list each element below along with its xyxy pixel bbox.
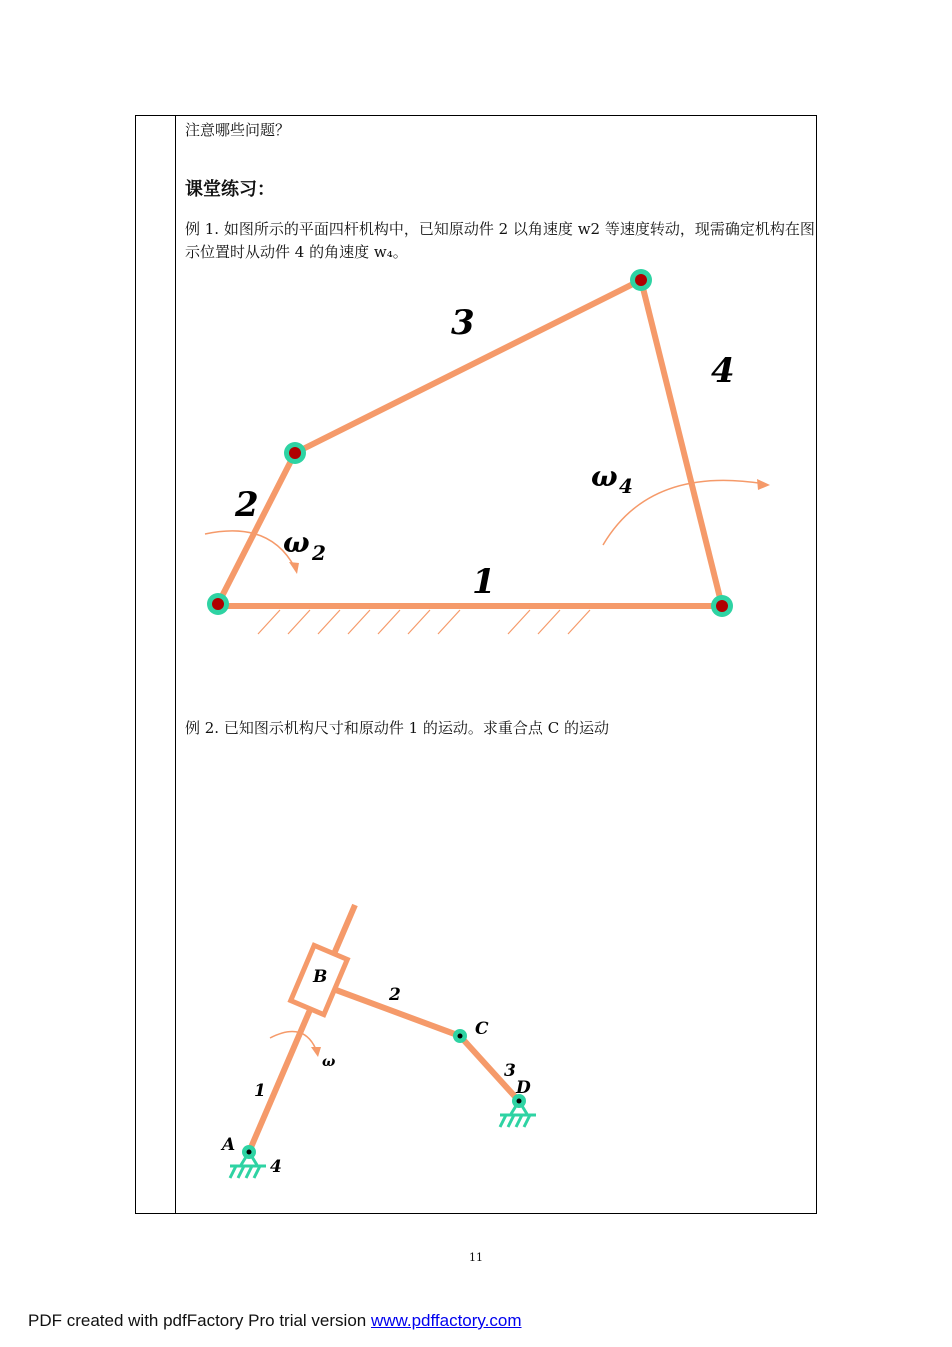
joint-c — [453, 1029, 467, 1043]
label-d: D — [516, 1078, 531, 1098]
label-link-2: 2 — [235, 485, 259, 525]
label-omega4: ω — [591, 460, 618, 493]
label-link-3: 3 — [451, 303, 475, 343]
pdf-footer — [28, 1311, 522, 1331]
example1-text: 例 1. 如图所示的平面四杆机构中，已知原动件 2 以角速度 w2 等速度转动，现需确定机构在图示位置时从动件 4 的角速度 w₄。 — [185, 220, 815, 261]
omega-arrowhead — [311, 1047, 321, 1057]
label-omega: ω — [322, 1054, 336, 1070]
label-c: C — [475, 1019, 489, 1039]
label-link-3: 3 — [504, 1061, 516, 1081]
label-link-4: 4 — [270, 1157, 282, 1177]
label-link-4: 4 — [711, 351, 735, 391]
page-number: 11 — [469, 1251, 483, 1264]
footer-text: PDF created with pdfFactory Pro trial version — [28, 1311, 371, 1330]
intro-line: 注意哪些问题？ — [185, 121, 291, 139]
joint-a — [242, 1145, 256, 1159]
label-link-1: 1 — [254, 1081, 266, 1101]
label-omega2-sub: 2 — [312, 541, 326, 565]
label-link-1: 1 — [472, 562, 496, 602]
footer-link[interactable]: www.pdffactory.com — [370, 1311, 522, 1330]
example2-text: 例 2. 已知图示机构尺寸和原动件 1 的运动。求重合点 C 的运动 — [185, 719, 609, 737]
label-link-2: 2 — [389, 985, 401, 1005]
label-a: A — [222, 1135, 236, 1155]
label-omega4-sub: 4 — [619, 474, 633, 498]
section-heading: 课堂练习： — [185, 179, 275, 200]
label-omega2: ω — [283, 526, 310, 559]
label-b: B — [313, 967, 328, 987]
link-1-rod — [249, 905, 355, 1152]
